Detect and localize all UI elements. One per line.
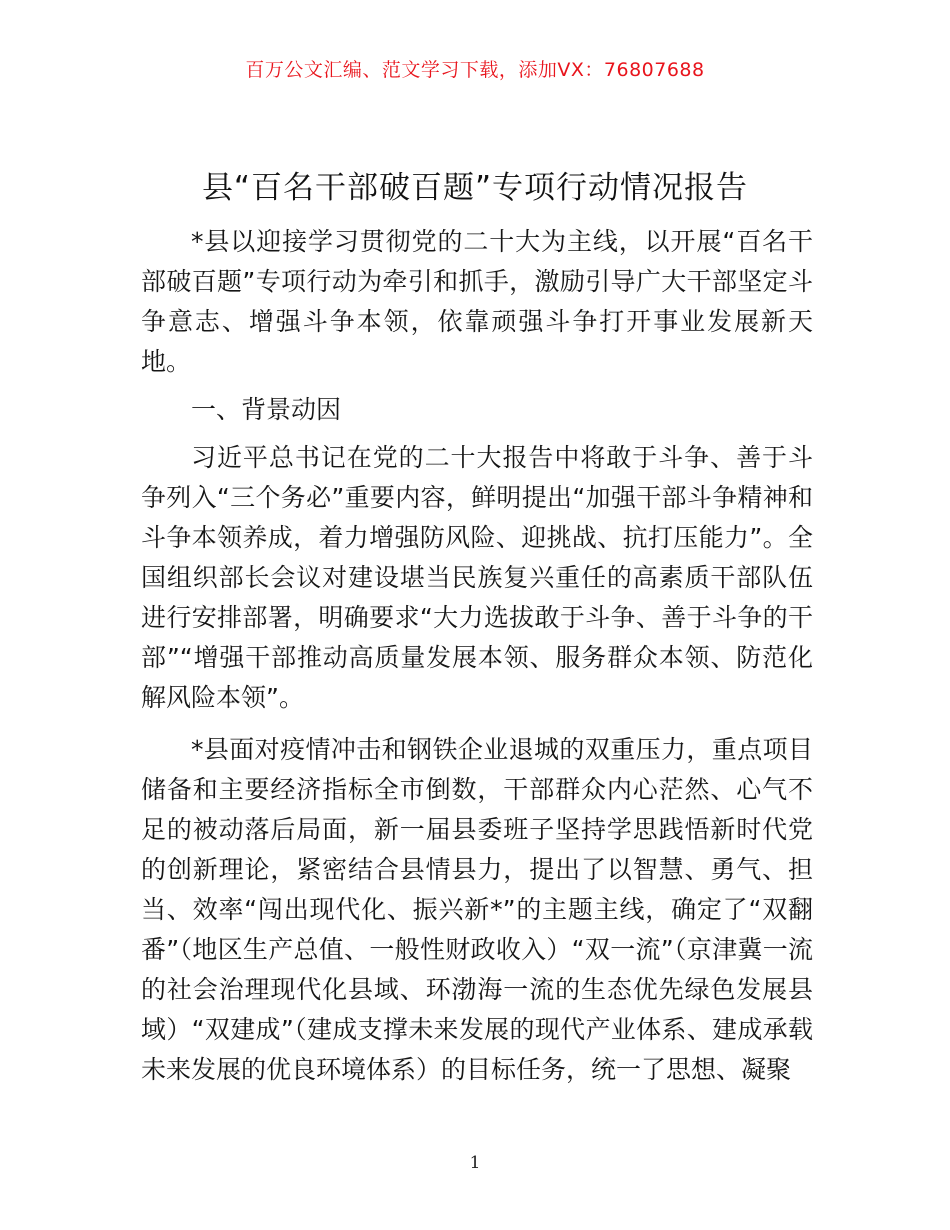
county-situation-paragraph: *县面对疫情冲击和钢铁企业退城的双重压力，重点项目储备和主要经济指标全市倒数，干部群众内心茫然、心气不足的被动落后局面，新一届县委班子坚持学思践悟新时代党的创新理论，紧密结合县情县力，提出了以智慧、勇气、担当、效率“闯出现代化、振兴新*”的主题主线，确定了“双翻番”（地区生产总值、一般性财政收入）“双一流”（京津冀一流的社会治理现代化县域、环渤海一流的生态优先绿色发展县域）“双建成”（建成支撑未来发展的现代产业体系、建成承载未来发展的优良环境体系）的目标任务，统一了思想、凝聚 [141,735,813,1084]
background-paragraph: 习近平总书记在党的二十大报告中将敢于斗争、善于斗争列入“三个务必”重要内容，鲜明提出“加强干部斗争精神和斗争本领养成，着力增强防风险、迎挑战、抗打压能力”。全国组织部长会议对建设堪当民族复兴重任的高素质干部队伍进行安排部署，明确要求“大力选拔敢于斗争、善于斗争的干部”“增强干部推动高质量发展本领、服务群众本领、防范化解风险本领”。 [141,443,813,712]
section-heading-background: 一、背景动因 [191,395,342,424]
page-number: 1 [469,1153,481,1173]
document-body [141,222,813,1090]
watermark-banner: 百万公文汇编、范文学习下载，添加VX：76807688 [245,59,705,81]
intro-paragraph: *县以迎接学习贯彻党的二十大为主线，以开展“百名干部破百题”专项行动为牵引和抓手，激励引导广大干部坚定斗争意志、增强斗争本领，依靠顽强斗争打开事业发展新天地。 [141,227,813,376]
document-title: 县“百名干部破百题”专项行动情况报告 [201,170,749,206]
